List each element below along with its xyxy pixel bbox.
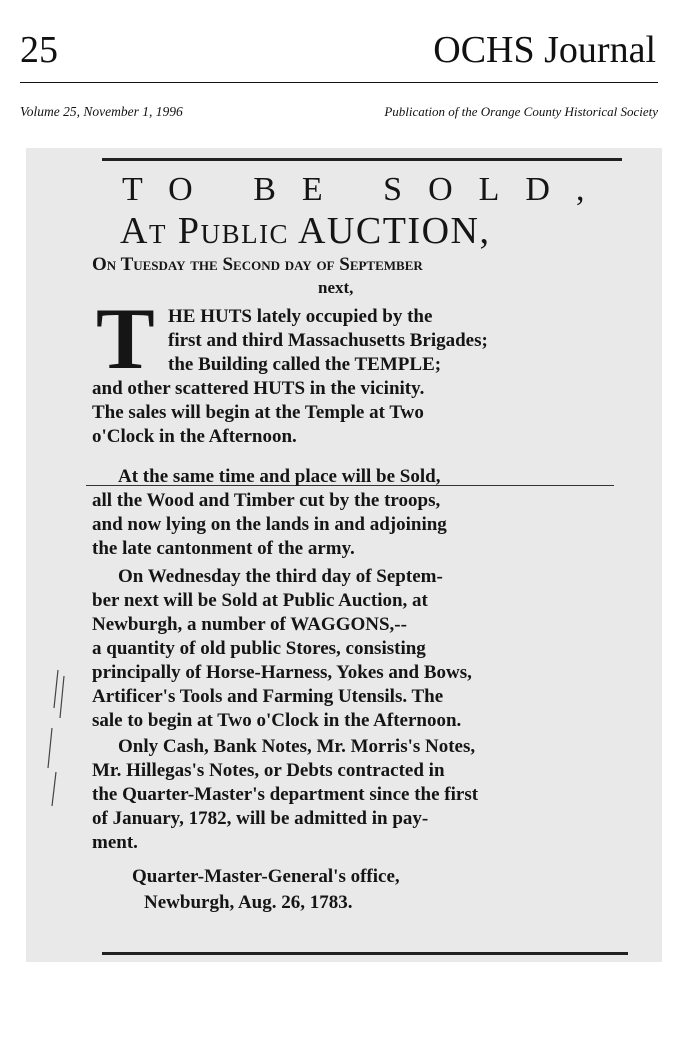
notice-line: a quantity of old public Stores, consisting — [92, 638, 426, 659]
clipping-top-rule — [102, 158, 622, 161]
notice-heading-next: next, — [318, 278, 354, 297]
notice-line: At the same time and place will be Sold, — [118, 466, 441, 487]
notice-heading-date: On Tuesday the Second day of September — [92, 254, 423, 275]
notice-signature-place-date: Newburgh, Aug. 26, 1783. — [144, 892, 353, 913]
notice-line: On Wednesday the third day of Septem- — [118, 566, 443, 587]
margin-pencil-marks — [44, 668, 74, 808]
notice-line: The sales will begin at the Temple at Two — [92, 402, 424, 423]
header-rule — [20, 82, 658, 83]
notice-line: Newburgh, a number of WAGGONS,-- — [92, 614, 407, 635]
drop-cap: T — [96, 291, 155, 388]
notice-line: principally of Horse-Harness, Yokes and Bows, — [92, 662, 472, 683]
notice-line: Only Cash, Bank Notes, Mr. Morris's Notes, — [118, 736, 476, 757]
newspaper-clipping — [26, 148, 662, 962]
page-number: 25 — [20, 29, 58, 71]
volume-line: Volume 25, November 1, 1996 — [20, 104, 183, 119]
notice-line: ment. — [92, 832, 138, 853]
notice-line: the Quarter-Master's department since the first — [92, 784, 479, 805]
notice-line: Mr. Hillegas's Notes, or Debts contracted in — [92, 760, 445, 781]
notice-line: ber next will be Sold at Public Auction, at — [92, 590, 428, 611]
publication-line: Publication of the Orange County Historical Society — [384, 104, 658, 119]
notice-line: the Building called the TEMPLE; — [168, 354, 442, 375]
notice-line: Artificer's Tools and Farming Utensils. The — [92, 686, 444, 707]
notice-line: sale to begin at Two o'Clock in the Afternoon. — [92, 710, 462, 731]
notice-line: all the Wood and Timber cut by the troops, — [92, 490, 441, 511]
notice-line: and other scattered HUTS in the vicinity. — [92, 378, 425, 399]
notice-line: first and third Massachusetts Brigades; — [168, 330, 488, 351]
journal-title: OCHS Journal — [433, 29, 656, 71]
notice-signature-office: Quarter-Master-General's office, — [132, 866, 400, 887]
notice-heading-to-be-sold: TO BE SOLD, — [122, 171, 611, 208]
clipping-bottom-rule — [102, 952, 628, 955]
notice-line: the late cantonment of the army. — [92, 538, 355, 559]
notice-heading-public-auction: At Public AUCTION, — [120, 210, 491, 252]
notice-line: o'Clock in the Afternoon. — [92, 426, 297, 447]
notice-line: and now lying on the lands in and adjoining — [92, 514, 447, 535]
notice-line: of January, 1782, will be admitted in pay- — [92, 808, 429, 829]
notice-line: HE HUTS lately occupied by the — [168, 306, 433, 327]
